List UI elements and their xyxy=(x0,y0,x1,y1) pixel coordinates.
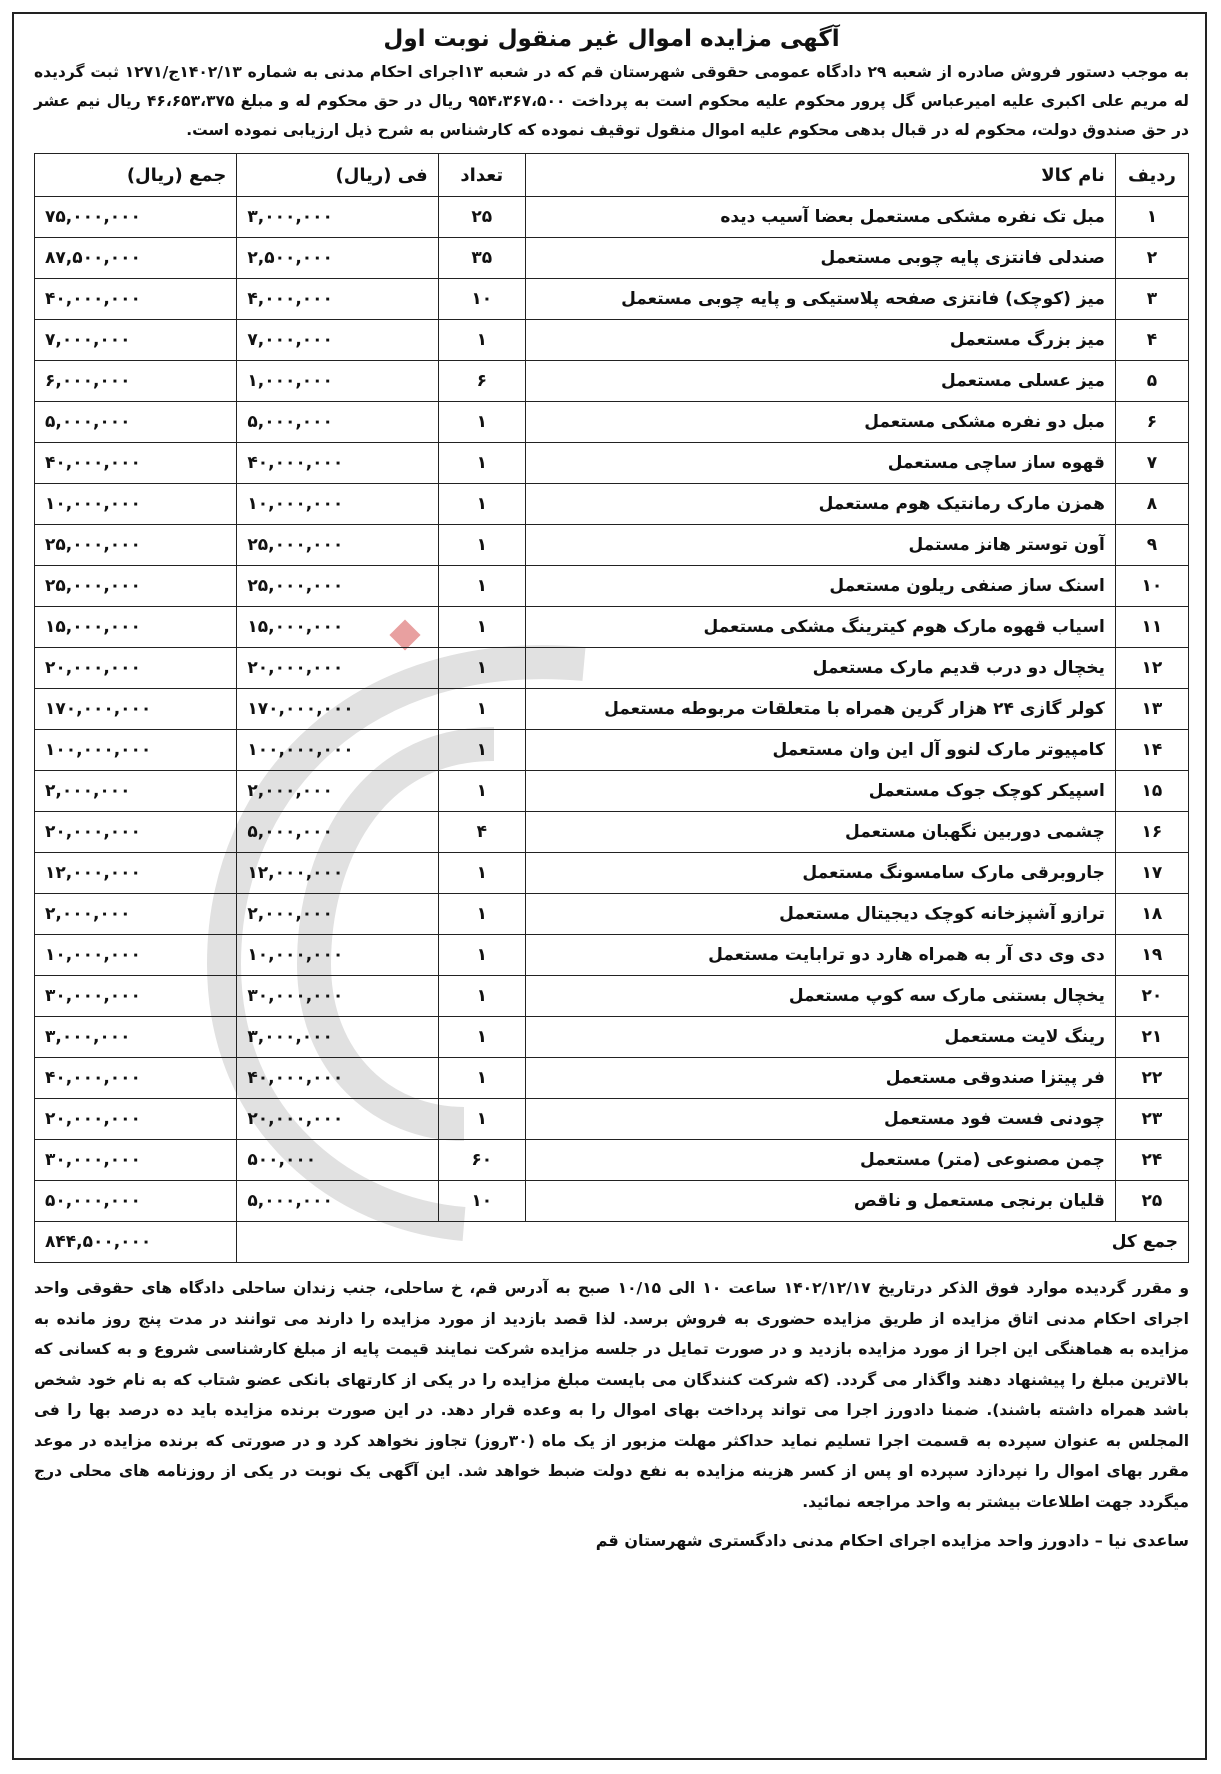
row-unit-price: ۱۰,۰۰۰,۰۰۰ xyxy=(237,484,438,525)
row-index: ۱۷ xyxy=(1115,853,1188,894)
row-index: ۲۴ xyxy=(1115,1140,1188,1181)
row-index: ۶ xyxy=(1115,402,1188,443)
table-row xyxy=(35,279,1189,320)
table-row xyxy=(35,566,1189,607)
header-index: ردیف xyxy=(1115,154,1188,197)
row-quantity: ۲۵ xyxy=(438,197,525,238)
row-unit-price: ۱۲,۰۰۰,۰۰۰ xyxy=(237,853,438,894)
row-index: ۱۶ xyxy=(1115,812,1188,853)
table-header-row xyxy=(35,154,1189,197)
row-unit-price: ۱۰,۰۰۰,۰۰۰ xyxy=(237,935,438,976)
row-unit-price: ۷,۰۰۰,۰۰۰ xyxy=(237,320,438,361)
notice-footer-text: و مقرر گردیده موارد فوق الذکر درتاریخ ۱۴۰۲/۱۲/۱۷ ساعت ۱۰ الی ۱۰/۱۵ صبح به آدرس قم، خ ساحلی، جنب زندان ساحلی دادگاه های حقوقی واحد اجرای احکام مدنی اتاق مزایده از طریق مزایده حضوری به فروش برسد. لذا قصد بازدید از مورد مزایده را دارند می توانند در مدت پنج روز مانده به مزایده به هماهنگی این اجرا از مورد مزایده بازدید و در صورت تمایل در جلسه مزایده شرکت نمایند قیمت پایه از مبلغ کارشناسی شروع و به کسانی که بالاترین مبلغ را پیشنهاد دهند واگذار می گردد. (که شرکت کنندگان می بایست مبلغ مزایده را در یکی از کارتهای بانکی عضو شتاب که به نام خود شخص باشد همراه داشته باشند). ضمنا دادورز اجرا می تواند پرداخت بهای اموال را به وعده قرار دهد. در این صورت برنده مزایده باید ده درصد بها را فی المجلس به عنوان سپرده به قسمت اجرا تسلیم نماید حداکثر مهلت مزبور از یک ماه (۳۰روز) تجاوز نخواهد کرد و در صورتی که برنده مزایده در موعد مقرر بهای اموال را نپردازد سپرده او پس از کسر هزینه مزایده به نفع دولت ضبط خواهد شد. این آگهی یک نوبت در یکی از روزنامه های محلی درج میگردد جهت اطلاعات بیشتر به واحد مراجعه نمائید. xyxy=(34,1279,1190,1511)
row-unit-price: ۲,۰۰۰,۰۰۰ xyxy=(237,894,438,935)
row-quantity: ۱۰ xyxy=(438,1181,525,1222)
row-item-name: جاروبرقی مارک سامسونگ مستعمل xyxy=(525,853,1115,894)
row-quantity: ۱ xyxy=(438,607,525,648)
table-row xyxy=(35,1099,1189,1140)
row-index: ۱۸ xyxy=(1115,894,1188,935)
notice-frame xyxy=(12,12,1207,1760)
table-row xyxy=(35,238,1189,279)
row-item-name: چشمی دوربین نگهبان مستعمل xyxy=(525,812,1115,853)
row-item-name: اسیاب قهوه مارک هوم کیترینگ مشکی مستعمل xyxy=(525,607,1115,648)
row-quantity: ۱ xyxy=(438,853,525,894)
row-total: ۴۰,۰۰۰,۰۰۰ xyxy=(35,443,237,484)
row-unit-price: ۳۰,۰۰۰,۰۰۰ xyxy=(237,976,438,1017)
row-quantity: ۴ xyxy=(438,812,525,853)
grand-total-row xyxy=(35,1222,1189,1263)
row-unit-price: ۲۰,۰۰۰,۰۰۰ xyxy=(237,648,438,689)
row-item-name: چمن مصنوعی (متر) مستعمل xyxy=(525,1140,1115,1181)
row-total: ۳۰,۰۰۰,۰۰۰ xyxy=(35,1140,237,1181)
row-item-name: دی وی دی آر به همراه هارد دو ترابایت مستعمل xyxy=(525,935,1115,976)
row-quantity: ۱ xyxy=(438,443,525,484)
row-index: ۲۲ xyxy=(1115,1058,1188,1099)
row-item-name: میز عسلی مستعمل xyxy=(525,361,1115,402)
row-item-name: مبل تک نفره مشکی مستعمل بعضا آسیب دیده xyxy=(525,197,1115,238)
row-unit-price: ۲۵,۰۰۰,۰۰۰ xyxy=(237,566,438,607)
table-body xyxy=(35,197,1189,1222)
row-unit-price: ۳,۰۰۰,۰۰۰ xyxy=(237,197,438,238)
row-total: ۳۰,۰۰۰,۰۰۰ xyxy=(35,976,237,1017)
row-item-name: میز بزرگ مستعمل xyxy=(525,320,1115,361)
row-total: ۴۰,۰۰۰,۰۰۰ xyxy=(35,1058,237,1099)
row-total: ۲۵,۰۰۰,۰۰۰ xyxy=(35,525,237,566)
row-unit-price: ۵,۰۰۰,۰۰۰ xyxy=(237,812,438,853)
row-item-name: اسنک ساز صنفی ریلون مستعمل xyxy=(525,566,1115,607)
row-index: ۱۲ xyxy=(1115,648,1188,689)
row-total: ۱۷۰,۰۰۰,۰۰۰ xyxy=(35,689,237,730)
row-total: ۱۵,۰۰۰,۰۰۰ xyxy=(35,607,237,648)
table-row xyxy=(35,689,1189,730)
row-unit-price: ۴۰,۰۰۰,۰۰۰ xyxy=(237,443,438,484)
row-quantity: ۱ xyxy=(438,935,525,976)
row-index: ۲۱ xyxy=(1115,1017,1188,1058)
table-row xyxy=(35,935,1189,976)
row-total: ۲,۰۰۰,۰۰۰ xyxy=(35,894,237,935)
row-item-name: مبل دو نفره مشکی مستعمل xyxy=(525,402,1115,443)
notice-title: آگهی مزایده اموال غیر منقول نوبت اول xyxy=(383,26,840,52)
row-item-name: کامپیوتر مارک لنوو آل این وان مستعمل xyxy=(525,730,1115,771)
row-unit-price: ۴۰,۰۰۰,۰۰۰ xyxy=(237,1058,438,1099)
row-total: ۵,۰۰۰,۰۰۰ xyxy=(35,402,237,443)
row-index: ۲۳ xyxy=(1115,1099,1188,1140)
table-row xyxy=(35,1140,1189,1181)
row-quantity: ۱ xyxy=(438,525,525,566)
row-unit-price: ۲,۵۰۰,۰۰۰ xyxy=(237,238,438,279)
table-row xyxy=(35,771,1189,812)
table-row xyxy=(35,976,1189,1017)
table-row xyxy=(35,525,1189,566)
row-index: ۱ xyxy=(1115,197,1188,238)
row-total: ۲۵,۰۰۰,۰۰۰ xyxy=(35,566,237,607)
row-quantity: ۱ xyxy=(438,1099,525,1140)
row-quantity: ۳۵ xyxy=(438,238,525,279)
table-row xyxy=(35,1181,1189,1222)
row-total: ۷,۰۰۰,۰۰۰ xyxy=(35,320,237,361)
row-unit-price: ۲۰,۰۰۰,۰۰۰ xyxy=(237,1099,438,1140)
row-quantity: ۶۰ xyxy=(438,1140,525,1181)
row-item-name: قهوه ساز ساچی مستعمل xyxy=(525,443,1115,484)
row-index: ۱۰ xyxy=(1115,566,1188,607)
grand-total-value: ۸۴۴,۵۰۰,۰۰۰ xyxy=(35,1222,237,1263)
row-quantity: ۱ xyxy=(438,689,525,730)
row-unit-price: ۵,۰۰۰,۰۰۰ xyxy=(237,402,438,443)
row-unit-price: ۳,۰۰۰,۰۰۰ xyxy=(237,1017,438,1058)
row-index: ۱۵ xyxy=(1115,771,1188,812)
row-item-name: صندلی فانتزی پایه چوبی مستعمل xyxy=(525,238,1115,279)
table-row xyxy=(35,484,1189,525)
row-quantity: ۶ xyxy=(438,361,525,402)
row-index: ۱۴ xyxy=(1115,730,1188,771)
header-unit-price: فی (ریال) xyxy=(237,154,438,197)
row-total: ۴۰,۰۰۰,۰۰۰ xyxy=(35,279,237,320)
row-quantity: ۱ xyxy=(438,771,525,812)
row-quantity: ۱ xyxy=(438,976,525,1017)
row-index: ۴ xyxy=(1115,320,1188,361)
row-unit-price: ۲۵,۰۰۰,۰۰۰ xyxy=(237,525,438,566)
row-total: ۵۰,۰۰۰,۰۰۰ xyxy=(35,1181,237,1222)
header-qty: تعداد xyxy=(438,154,525,197)
row-quantity: ۱ xyxy=(438,402,525,443)
row-item-name: میز (کوچک) فانتزی صفحه پلاستیکی و پایه چوبی مستعمل xyxy=(525,279,1115,320)
row-quantity: ۱ xyxy=(438,1017,525,1058)
row-index: ۱۳ xyxy=(1115,689,1188,730)
row-item-name: همزن مارک رمانتیک هوم مستعمل xyxy=(525,484,1115,525)
row-total: ۲۰,۰۰۰,۰۰۰ xyxy=(35,1099,237,1140)
row-index: ۳ xyxy=(1115,279,1188,320)
row-quantity: ۱ xyxy=(438,894,525,935)
row-unit-price: ۵۰۰,۰۰۰ xyxy=(237,1140,438,1181)
table-row xyxy=(35,1017,1189,1058)
row-total: ۱۰,۰۰۰,۰۰۰ xyxy=(35,484,237,525)
row-quantity: ۱ xyxy=(438,320,525,361)
row-total: ۷۵,۰۰۰,۰۰۰ xyxy=(35,197,237,238)
row-unit-price: ۵,۰۰۰,۰۰۰ xyxy=(237,1181,438,1222)
row-total: ۳,۰۰۰,۰۰۰ xyxy=(35,1017,237,1058)
table-row xyxy=(35,853,1189,894)
row-unit-price: ۱,۰۰۰,۰۰۰ xyxy=(237,361,438,402)
row-index: ۲۰ xyxy=(1115,976,1188,1017)
row-item-name: فر پیتزا صندوقی مستعمل xyxy=(525,1058,1115,1099)
row-unit-price: ۲,۰۰۰,۰۰۰ xyxy=(237,771,438,812)
notice-intro: به موجب دستور فروش صادره از شعبه ۲۹ دادگاه عمومی حقوقی شهرستان قم که در شعبه ۱۳اجرای احکام مدنی به شماره ۱۴۰۲/۱۳ج/۱۲۷۱ ثبت گردیده له مریم علی اکبری علیه امیرعباس گل پرور محکوم علیه محکوم است به پرداخت ۹۵۴،۳۶۷،۵۰۰ ریال در حق محکوم له و مبلغ ۴۶،۶۵۳،۳۷۵ ریال نیم عشر در حق صندوق دولت، محکوم له در قبال بدهی محکوم علیه اموال منقول توقیف نموده که کارشناس به شرح ذیل ارزیابی نموده است. xyxy=(34,63,1189,139)
row-unit-price: ۱۵,۰۰۰,۰۰۰ xyxy=(237,607,438,648)
row-item-name: کولر گازی ۲۴ هزار گرین همراه با متعلقات مربوطه مستعمل xyxy=(525,689,1115,730)
table-row xyxy=(35,894,1189,935)
table-row xyxy=(35,648,1189,689)
auction-items-table xyxy=(34,153,1189,1263)
row-quantity: ۱۰ xyxy=(438,279,525,320)
row-quantity: ۱ xyxy=(438,730,525,771)
row-item-name: آون توستر هانز مستمل xyxy=(525,525,1115,566)
row-quantity: ۱ xyxy=(438,1058,525,1099)
row-item-name: چودنی فست فود مستعمل xyxy=(525,1099,1115,1140)
table-row xyxy=(35,607,1189,648)
row-total: ۱۲,۰۰۰,۰۰۰ xyxy=(35,853,237,894)
notice-content xyxy=(34,24,1189,1550)
row-total: ۲۰,۰۰۰,۰۰۰ xyxy=(35,812,237,853)
row-index: ۲۵ xyxy=(1115,1181,1188,1222)
row-item-name: یخچال بستنی مارک سه کوپ مستعمل xyxy=(525,976,1115,1017)
row-total: ۱۰۰,۰۰۰,۰۰۰ xyxy=(35,730,237,771)
row-item-name: یخچال دو درب قدیم مارک مستعمل xyxy=(525,648,1115,689)
table-row xyxy=(35,1058,1189,1099)
table-row xyxy=(35,197,1189,238)
row-total: ۲۰,۰۰۰,۰۰۰ xyxy=(35,648,237,689)
row-unit-price: ۱۷۰,۰۰۰,۰۰۰ xyxy=(237,689,438,730)
row-index: ۱۹ xyxy=(1115,935,1188,976)
row-total: ۱۰,۰۰۰,۰۰۰ xyxy=(35,935,237,976)
row-quantity: ۱ xyxy=(438,566,525,607)
grand-total-label: جمع کل xyxy=(237,1222,1189,1263)
row-item-name: اسپیکر کوچک جوک مستعمل xyxy=(525,771,1115,812)
row-index: ۹ xyxy=(1115,525,1188,566)
row-unit-price: ۱۰۰,۰۰۰,۰۰۰ xyxy=(237,730,438,771)
row-index: ۵ xyxy=(1115,361,1188,402)
table-row xyxy=(35,812,1189,853)
row-item-name: ترازو آشپزخانه کوچک دیجیتال مستعمل xyxy=(525,894,1115,935)
row-index: ۸ xyxy=(1115,484,1188,525)
row-total: ۲,۰۰۰,۰۰۰ xyxy=(35,771,237,812)
table-row xyxy=(35,730,1189,771)
table-row xyxy=(35,402,1189,443)
row-total: ۸۷,۵۰۰,۰۰۰ xyxy=(35,238,237,279)
row-item-name: رینگ لایت مستعمل xyxy=(525,1017,1115,1058)
row-index: ۱۱ xyxy=(1115,607,1188,648)
row-index: ۷ xyxy=(1115,443,1188,484)
row-item-name: قلیان برنجی مستعمل و ناقص xyxy=(525,1181,1115,1222)
table-row xyxy=(35,361,1189,402)
notice-signature: ساعدی نیا – دادورز واحد مزایده اجرای احکام مدنی دادگستری شهرستان قم xyxy=(595,1531,1189,1550)
row-index: ۲ xyxy=(1115,238,1188,279)
table-row xyxy=(35,443,1189,484)
table-row xyxy=(35,320,1189,361)
header-total: جمع (ریال) xyxy=(35,154,237,197)
row-quantity: ۱ xyxy=(438,648,525,689)
row-quantity: ۱ xyxy=(438,484,525,525)
row-total: ۶,۰۰۰,۰۰۰ xyxy=(35,361,237,402)
header-name: نام کالا xyxy=(525,154,1115,197)
row-unit-price: ۴,۰۰۰,۰۰۰ xyxy=(237,279,438,320)
